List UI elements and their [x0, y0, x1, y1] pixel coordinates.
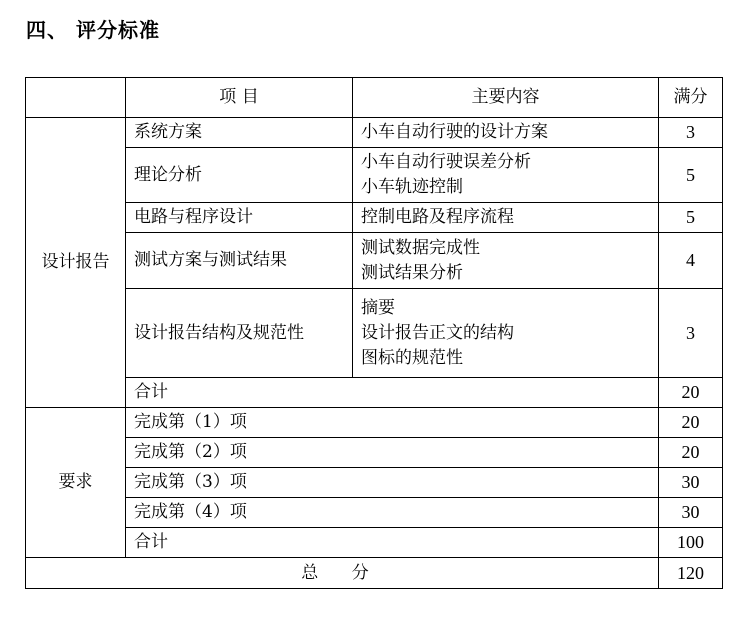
content-line: 小车轨迹控制	[361, 177, 463, 197]
table-row	[26, 148, 723, 203]
category-requirements: 要求	[26, 408, 126, 558]
total-score: 120	[659, 558, 723, 589]
row-score: 5	[659, 203, 723, 233]
content-line: 测试数据完成性	[361, 237, 480, 258]
subtotal-row	[26, 528, 723, 558]
row-content	[353, 289, 659, 378]
content-line: 设计报告正文的结构	[361, 322, 514, 343]
row-item: 系统方案	[126, 118, 353, 148]
row-score: 30	[659, 498, 723, 528]
category-design-report: 设计报告	[26, 118, 126, 408]
table-row	[26, 289, 723, 378]
table-row	[26, 233, 723, 289]
header-content: 主要内容	[353, 78, 659, 118]
row-score: 4	[659, 233, 723, 289]
table-row	[26, 118, 723, 148]
row-item: 完成第（3）项	[126, 468, 659, 498]
row-score: 3	[659, 289, 723, 378]
total-label: 总 分	[26, 558, 659, 589]
table-row	[26, 468, 723, 498]
content-line: 图标的规范性	[361, 347, 463, 368]
row-item: 理论分析	[126, 148, 353, 203]
content-line: 测试结果分析	[361, 262, 463, 283]
row-score: 30	[659, 468, 723, 498]
header-item: 项 目	[126, 78, 353, 118]
row-score: 20	[659, 408, 723, 438]
subtotal-score: 100	[659, 528, 723, 558]
row-content	[353, 233, 659, 289]
subtotal-label: 合计	[126, 528, 659, 558]
row-item: 完成第（1）项	[126, 408, 659, 438]
row-content	[353, 118, 659, 148]
section-title: 四、 评分标准	[26, 18, 160, 42]
grading-table	[25, 77, 723, 589]
row-content	[353, 148, 659, 203]
table-row	[26, 438, 723, 468]
row-item: 测试方案与测试结果	[126, 233, 353, 289]
table-header-row	[26, 78, 723, 118]
row-content	[353, 203, 659, 233]
content-line: 小车自动行驶误差分析	[361, 152, 531, 172]
row-item: 完成第（2）项	[126, 438, 659, 468]
subtotal-label: 合计	[126, 378, 659, 408]
content-line: 摘要	[361, 297, 395, 318]
content-line: 控制电路及程序流程	[361, 207, 514, 227]
total-row	[26, 558, 723, 589]
subtotal-row	[26, 378, 723, 408]
row-score: 5	[659, 148, 723, 203]
table-row	[26, 203, 723, 233]
table-row	[26, 498, 723, 528]
header-empty-cell	[26, 78, 126, 118]
row-score: 3	[659, 118, 723, 148]
row-item: 设计报告结构及规范性	[126, 289, 353, 378]
row-score: 20	[659, 438, 723, 468]
row-item: 完成第（4）项	[126, 498, 659, 528]
row-item: 电路与程序设计	[126, 203, 353, 233]
subtotal-score: 20	[659, 378, 723, 408]
header-score: 满分	[659, 78, 723, 118]
table-row	[26, 408, 723, 438]
content-line: 小车自动行驶的设计方案	[361, 122, 548, 142]
